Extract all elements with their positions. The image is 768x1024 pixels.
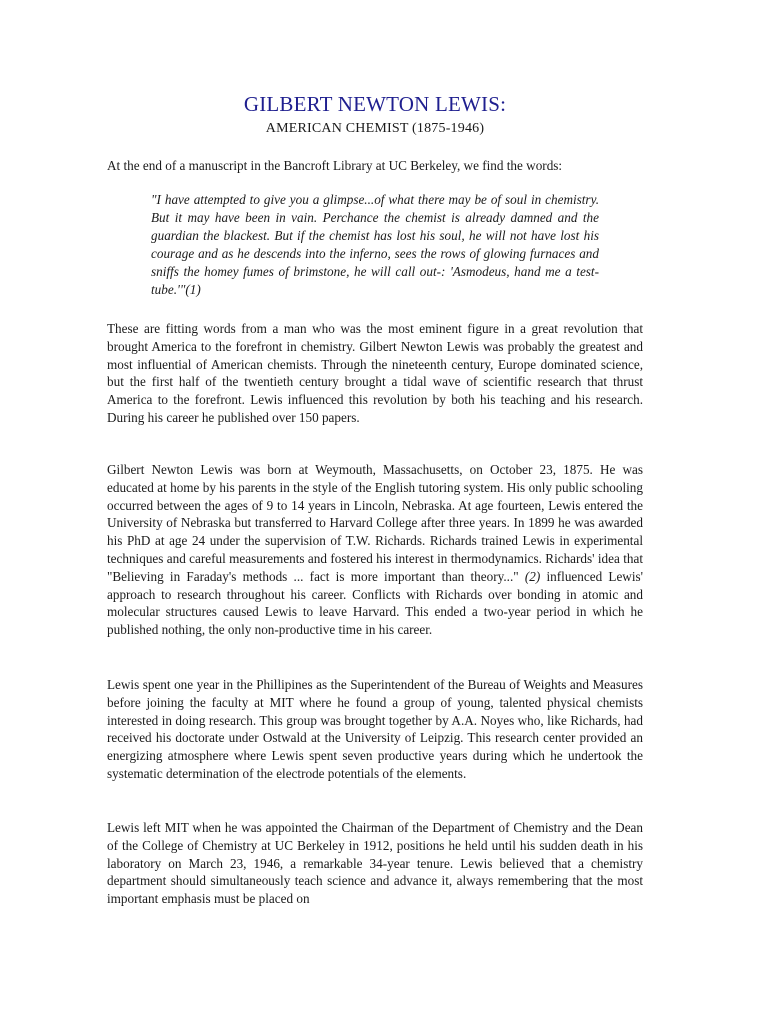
page-title: GILBERT NEWTON LEWIS:	[243, 92, 507, 116]
paragraph-2-text-b: influenced Lewis' approach to research throughout his career. Conflicts with Richards over bonding in atomic and molecular structures caused Lewis to leave Harvard. This ended a two-year period in which he published nothing, the only non-productive time in his career.	[107, 568, 644, 638]
paragraph-2	[107, 461, 643, 639]
paragraph-4: Lewis left MIT when he was appointed the Chairman of the Department of Chemistry and the Dean of the College of Chemistry at UC Berkeley in 1912, positions he held until his sudden death in his laboratory on March 23, 1946, a remarkable 34-year tenure. Lewis believed that a chemistry department should simultaneously teach science and advance it, always remembering that the most important emphasis must be placed on	[107, 820, 643, 907]
paragraph-3: Lewis spent one year in the Phillipines as the Superintendent of the Bureau of Weights and Measures before joining the faculty at MIT where he found a group of young, talented physical chemists interested in doing research. This group was brought together by A.A. Noyes who, like Richards, had received his doctorate under Ostwald at the University of Leipzig. This research center provided an energizing atmosphere where Lewis spent seven productive years during which he undertook the systematic determination of the electrode potentials of the elements.	[107, 677, 643, 781]
footnote-ref-2: (2)	[524, 568, 541, 584]
paragraph-2-text-a: Gilbert Newton Lewis was born at Weymouth, Massachusetts, on October 23, 1875. He was educated at home by his parents in the style of the English tutoring system. His only public schooling occurred between the ages of 9 to 14 years in Lincoln, Nebraska. At age fourteen, Lewis entered the University of Nebraska but transferred to Harvard College after three years. In 1899 he was awarded his PhD at age 24 under the supervision of T.W. Richards. Richards trained Lewis in experimental techniques and careful measurements and fostered his interest in thermodynamics. Richards' idea that "Believing in Faraday's methods ... fact is more important than theory..."	[107, 462, 643, 584]
paragraph-1: These are fitting words from a man who was the most eminent figure in a great revolution that brought America to the forefront in chemistry. Gilbert Newton Lewis was probably the greatest and most influential of American chemists. Through the nineteenth century, Europe dominated science, but the first half of the twentieth century brought a tidal wave of scientific research that thrust America to the forefront. Lewis influenced this revolution by both his teaching and his research. During his career he published over 150 papers.	[107, 321, 643, 425]
block-quote: "I have attempted to give you a glimpse...of what there may be of soul in chemistry. But it may have been in vain. Perchance the chemist is already damned and the guardian the blackest. But if the chemist has lost his soul, he will not have lost his courage and as he descends into the inferno, sees the rows of glowing furnaces and sniffs the homey fumes of brimstone, he will call out-: 'Asmodeus, hand me a test-tube.'"(1)	[151, 192, 599, 297]
intro-paragraph: At the end of a manuscript in the Bancroft Library at UC Berkeley, we find the words:	[107, 158, 563, 173]
page-subtitle: AMERICAN CHEMIST (1875-1946)	[265, 121, 485, 136]
